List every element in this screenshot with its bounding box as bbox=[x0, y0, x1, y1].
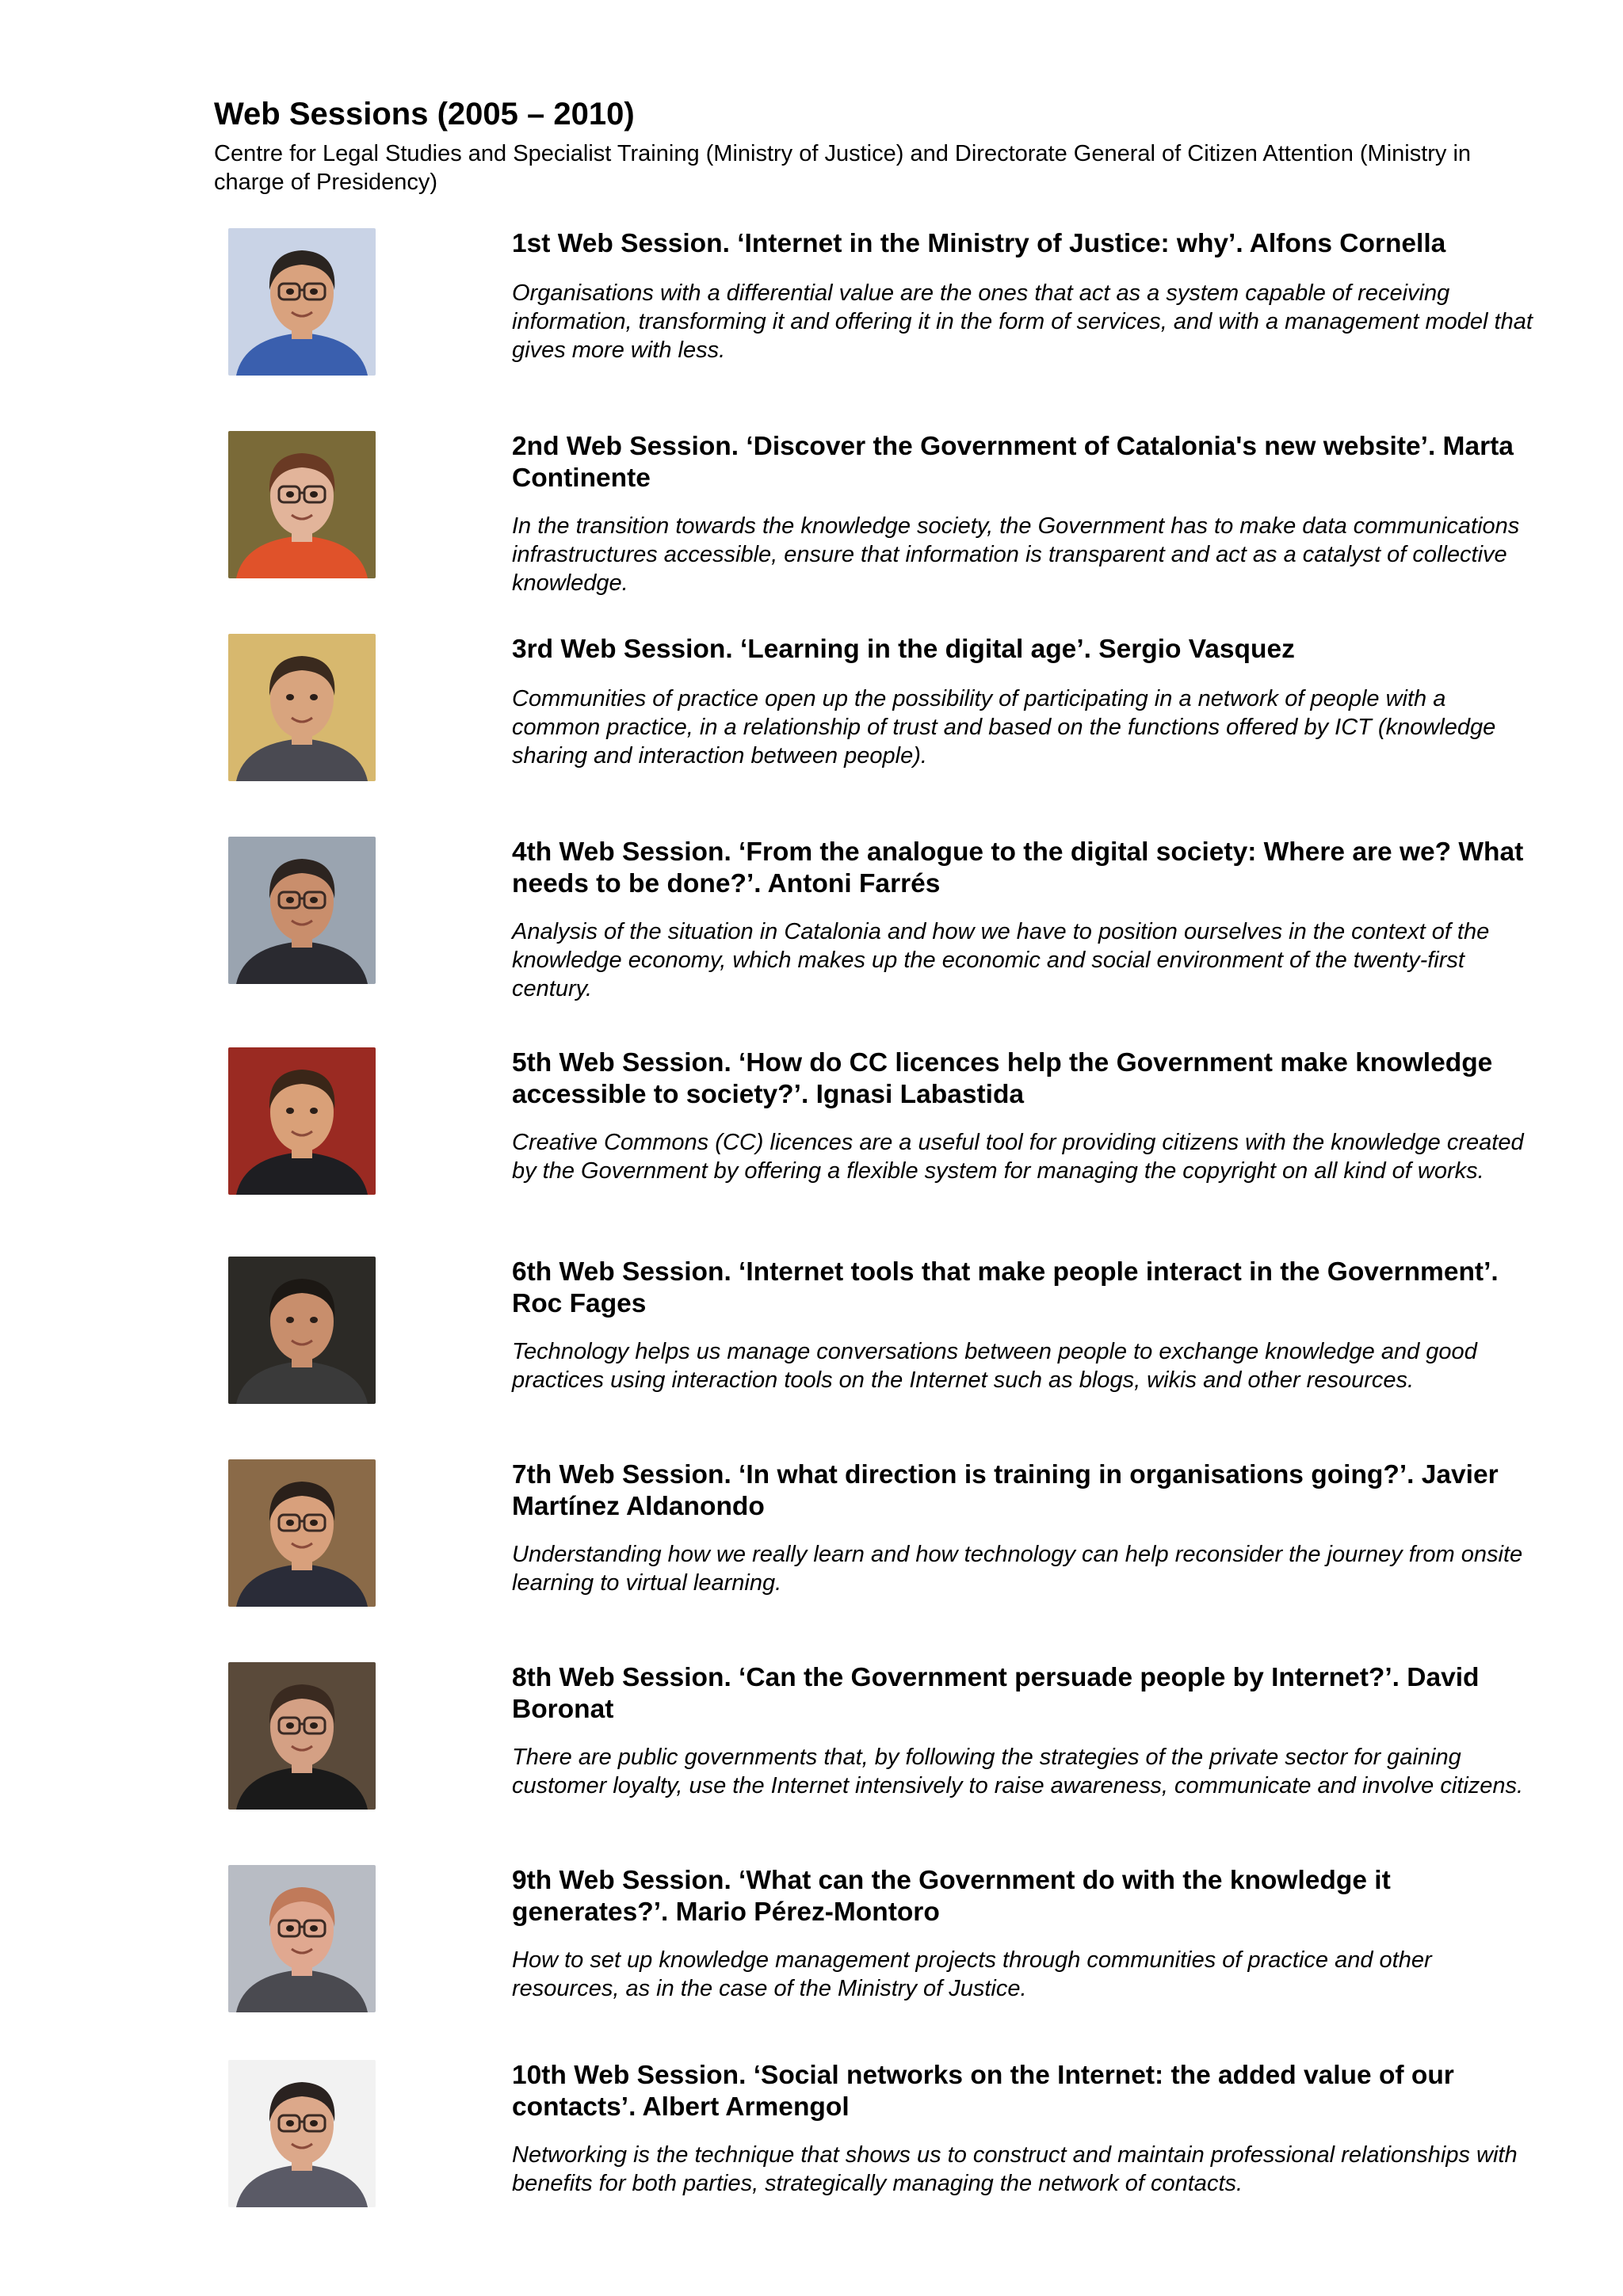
session-entry bbox=[0, 431, 1623, 621]
session-title: 6th Web Session. ‘Internet tools that make people interact in the Government’. Roc Fages bbox=[512, 1257, 1499, 1318]
session-entry bbox=[0, 1865, 1623, 2055]
session-title: 7th Web Session. ‘In what direction is training in organisations going?’. Javier Martínez Aldanondo bbox=[512, 1460, 1499, 1521]
speaker-photo bbox=[228, 837, 376, 984]
speaker-photo bbox=[228, 1047, 376, 1195]
session-entry bbox=[0, 634, 1623, 824]
session-entry bbox=[0, 1459, 1623, 1650]
speaker-photo bbox=[228, 2060, 376, 2207]
session-description: Organisations with a differential value are the ones that act as a system capable of receiving information, transforming it and offering it in the form of services, and with a management model that gives more with less. bbox=[512, 280, 1533, 363]
session-title: 3rd Web Session. ‘Learning in the digital age’. Sergio Vasquez bbox=[512, 635, 1295, 664]
session-description: In the transition towards the knowledge society, the Government has to make data communications infrastructures accessible, ensure that information is transparent and act as a catalyst of collective knowledge. bbox=[512, 513, 1520, 596]
session-entry bbox=[0, 228, 1623, 418]
speaker-photo bbox=[228, 634, 376, 781]
session-entry bbox=[0, 1662, 1623, 1852]
session-entry bbox=[0, 1257, 1623, 1447]
session-title: 9th Web Session. ‘What can the Government do with the knowledge it generates?’. Mario Pérez-Montoro bbox=[512, 1866, 1391, 1927]
page-title: Web Sessions (2005 – 2010) bbox=[214, 97, 635, 132]
speaker-photo bbox=[228, 1662, 376, 1810]
speaker-photo bbox=[228, 1257, 376, 1404]
session-entry bbox=[0, 2060, 1623, 2250]
session-title: 2nd Web Session. ‘Discover the Government of Catalonia's new website’. Marta Continente bbox=[512, 432, 1514, 493]
speaker-photo bbox=[228, 228, 376, 376]
session-title: 10th Web Session. ‘Social networks on the Internet: the added value of our contacts’. Albert Armengol bbox=[512, 2061, 1454, 2122]
session-title: 8th Web Session. ‘Can the Government persuade people by Internet?’. David Boronat bbox=[512, 1663, 1480, 1724]
session-title: 1st Web Session. ‘Internet in the Ministry of Justice: why’. Alfons Cornella bbox=[512, 229, 1446, 258]
session-description: Creative Commons (CC) licences are a useful tool for providing citizens with the knowledge created by the Government by offering a flexible system for managing the copyright on all kind of works. bbox=[512, 1130, 1524, 1184]
session-description: Networking is the technique that shows us to construct and maintain professional relationships with benefits for both parties, strategically managing the network of contacts. bbox=[512, 2142, 1518, 2196]
speaker-photo bbox=[228, 1865, 376, 2012]
session-title: 4th Web Session. ‘From the analogue to the digital society: Where are we? What needs to be done?’. Antoni Farrés bbox=[512, 837, 1524, 898]
session-description: There are public governments that, by following the strategies of the private sector for gaining customer loyalty, use the Internet intensively to raise awareness, communicate and involve citizens. bbox=[512, 1745, 1524, 1798]
speaker-photo bbox=[228, 1459, 376, 1607]
session-description: Technology helps us manage conversations between people to exchange knowledge and good practices using interaction tools on the Internet such as blogs, wikis and other resources. bbox=[512, 1339, 1477, 1393]
session-title: 5th Web Session. ‘How do CC licences help the Government make knowledge accessible to society?’. Ignasi Labastida bbox=[512, 1048, 1493, 1109]
session-entry bbox=[0, 837, 1623, 1027]
session-description: How to set up knowledge management projects through communities of practice and other resources, as in the case of the Ministry of Justice. bbox=[512, 1947, 1432, 2001]
session-description: Understanding how we really learn and how technology can help reconsider the journey from onsite learning to virtual learning. bbox=[512, 1542, 1523, 1596]
session-description: Analysis of the situation in Catalonia and how we have to position ourselves in the context of the knowledge economy, which makes up the economic and social environment of the twenty-first century. bbox=[512, 919, 1490, 1001]
speaker-photo bbox=[228, 431, 376, 578]
page-subtitle: Centre for Legal Studies and Specialist Training (Ministry of Justice) and Directorate General of Citizen Attention (Ministry in charge of Presidency) bbox=[214, 141, 1472, 195]
session-description: Communities of practice open up the possibility of participating in a network of people with a common practice, in a relationship of trust and based on the functions offered by ICT (knowledge sharing and interaction between people). bbox=[512, 686, 1496, 769]
session-entry bbox=[0, 1047, 1623, 1238]
